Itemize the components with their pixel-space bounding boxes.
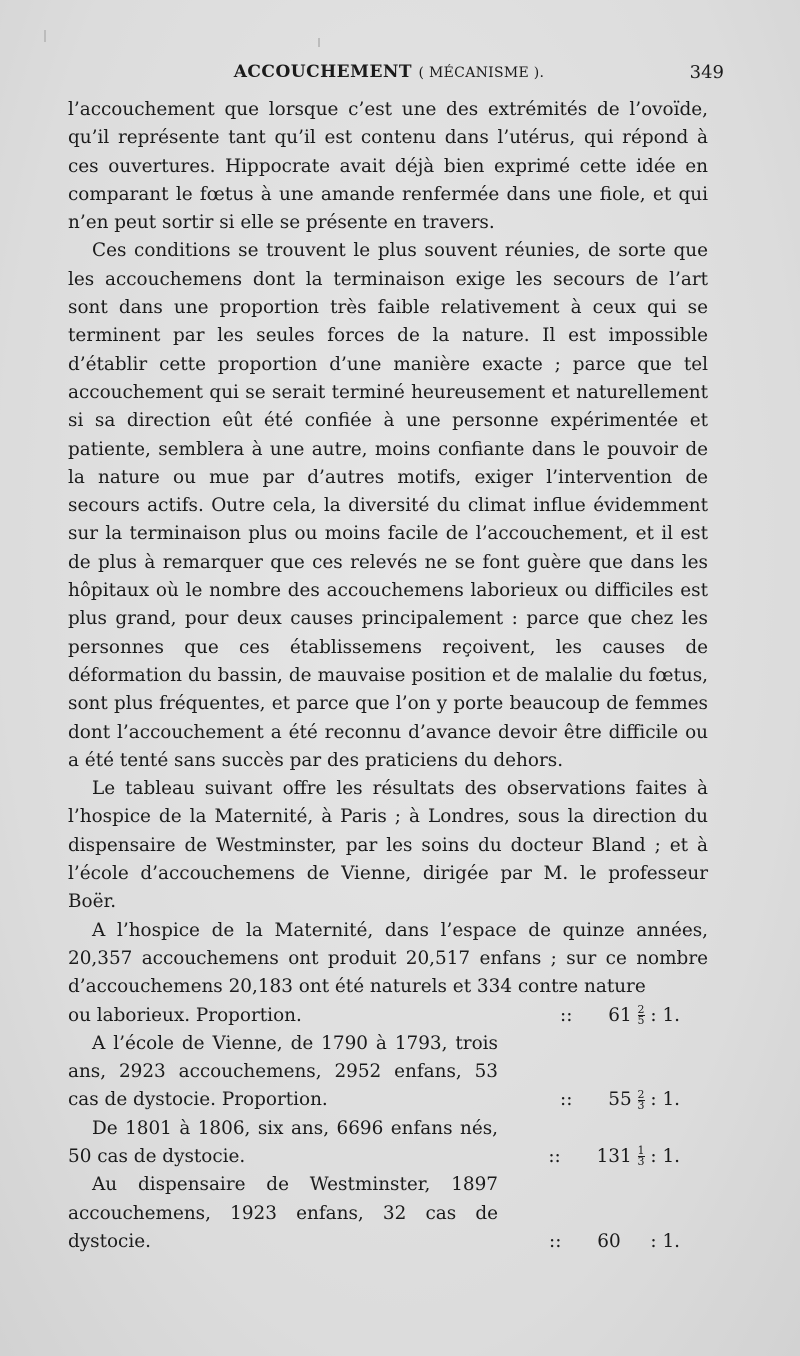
body-text [68,96,708,1256]
fraction-denominator: 3 [637,1098,645,1112]
ratio-separator: :: [560,1004,573,1026]
fraction-denominator: 5 [637,1014,645,1027]
proportion-row [68,1030,708,1115]
ratio-separator: :: [549,1230,562,1252]
proportion-row [68,1171,708,1256]
fraction-numerator: 2 [637,1087,645,1101]
proportion-row [68,1002,708,1030]
proportion-text: De 1801 à 1806, six ans, 6696 enfans nés, 50 cas de dystocie. [68,1117,498,1167]
proportion-ratio [549,1228,680,1256]
page-header [68,62,724,88]
ratio-fraction [638,1146,645,1167]
scan-mark [44,30,46,42]
proportion-ratio [548,1143,680,1171]
scan-mark [318,38,320,47]
ratio-rhs: : 1. [650,1145,680,1167]
paragraph: l’accouchement que lorsque c’est une des extrémités de l’ovoïde, qu’il représente tant qu’il est contenu dans l’utérus, qui répond à ces ouvertures. Hippocrate avait déjà bien exprimé cette idée en comparant le fœtus à une amande renfermée dans une fiole, et qui n’en peut sortir si elle se présente en travers. [68,99,708,234]
ratio-rhs: : 1. [650,1089,680,1111]
fraction-numerator: 2 [637,1003,645,1016]
ratio-rhs: : 1. [650,1230,680,1252]
proportion-text: A l’école de Vienne, de 1790 à 1793, trois ans, 2923 accouchemens, 2952 enfans, 53 cas de dystocie. Proportion. [68,1032,498,1111]
ratio-separator: :: [560,1089,573,1111]
ratio-whole: 61 [608,1004,632,1026]
ratio-whole: 60 [597,1230,621,1252]
ratio-fraction [638,1005,645,1026]
proportion-text: Au dispensaire de Westminster, 1897 accouchemens, 1923 enfans, 32 cas de dystocie. [68,1174,498,1252]
running-head-title: ACCOUCHEMENT [233,62,413,82]
ratio-separator: :: [548,1145,561,1167]
proportion-ratio [560,1002,680,1030]
paragraph: A l’hospice de la Maternité, dans l’espace de quinze années, 20,357 accouchemens ont produit 20,517 enfans ; sur ce nombre d’accouchemens 20,183 ont été naturels et 334 contre nature [68,919,708,998]
running-head [68,62,710,82]
fraction-denominator: 3 [637,1155,645,1169]
ratio-whole: 55 [608,1089,632,1111]
proportion-row [68,1115,708,1172]
ratio-whole: 131 [596,1145,632,1167]
running-head-subtitle: ( MÉCANISME ). [418,65,545,81]
ratio-rhs: : 1. [650,1004,680,1026]
paragraph: Le tableau suivant offre les résultats des observations faites à l’hospice de la Maternité, à Paris ; à Londres, sous la direction du dispensaire de Westminster, par les soins du docteur Bland ; et à l’école d’accouchemens de Vienne, dirigée par M. le professeur Boër. [68,778,708,913]
proportion-text: ou laborieux. Proportion. [68,1004,302,1026]
ratio-fraction [637,1087,645,1112]
page-number: 349 [689,62,724,83]
paragraph: Ces conditions se trouvent le plus souvent réunies, de sorte que les accouchemens dont la terminaison exige les secours de l’art sont dans une proportion très faible relativement à ceux qui se terminent par les seules forces de la nature. Il est impossible d’établir cette proportion d’une manière exacte ; parce que tel accouchement qui se serait terminé heureusement et naturellement si sa direction eût été confiée à une personne expérimentée et patiente, semblera à une autre, moins confiante dans le pouvoir de la nature ou mue par d’autres motifs, exiger l’intervention de secours actifs. Outre cela, la diversité du climat influe évidemment sur la terminaison plus ou moins facile de l’accouchement, et il est de plus à remarquer que ces relevés ne se font guère que dans les hôpitaux où le nombre des accouchemens laborieux ou difficiles est plus grand, pour deux causes principalement : parce que chez les personnes que ces établissemens reçoivent, les causes de déformation du bassin, de mauvaise position et de malalie du fœtus, sont plus fréquentes, et parce que l’on y porte beaucoup de femmes dont l’accouchement a été reconnu d’avance devoir être difficile ou a été tenté sans succès par des praticiens du dehors. [68,240,708,771]
proportion-ratio [560,1086,680,1114]
fraction-numerator: 1 [637,1144,645,1158]
